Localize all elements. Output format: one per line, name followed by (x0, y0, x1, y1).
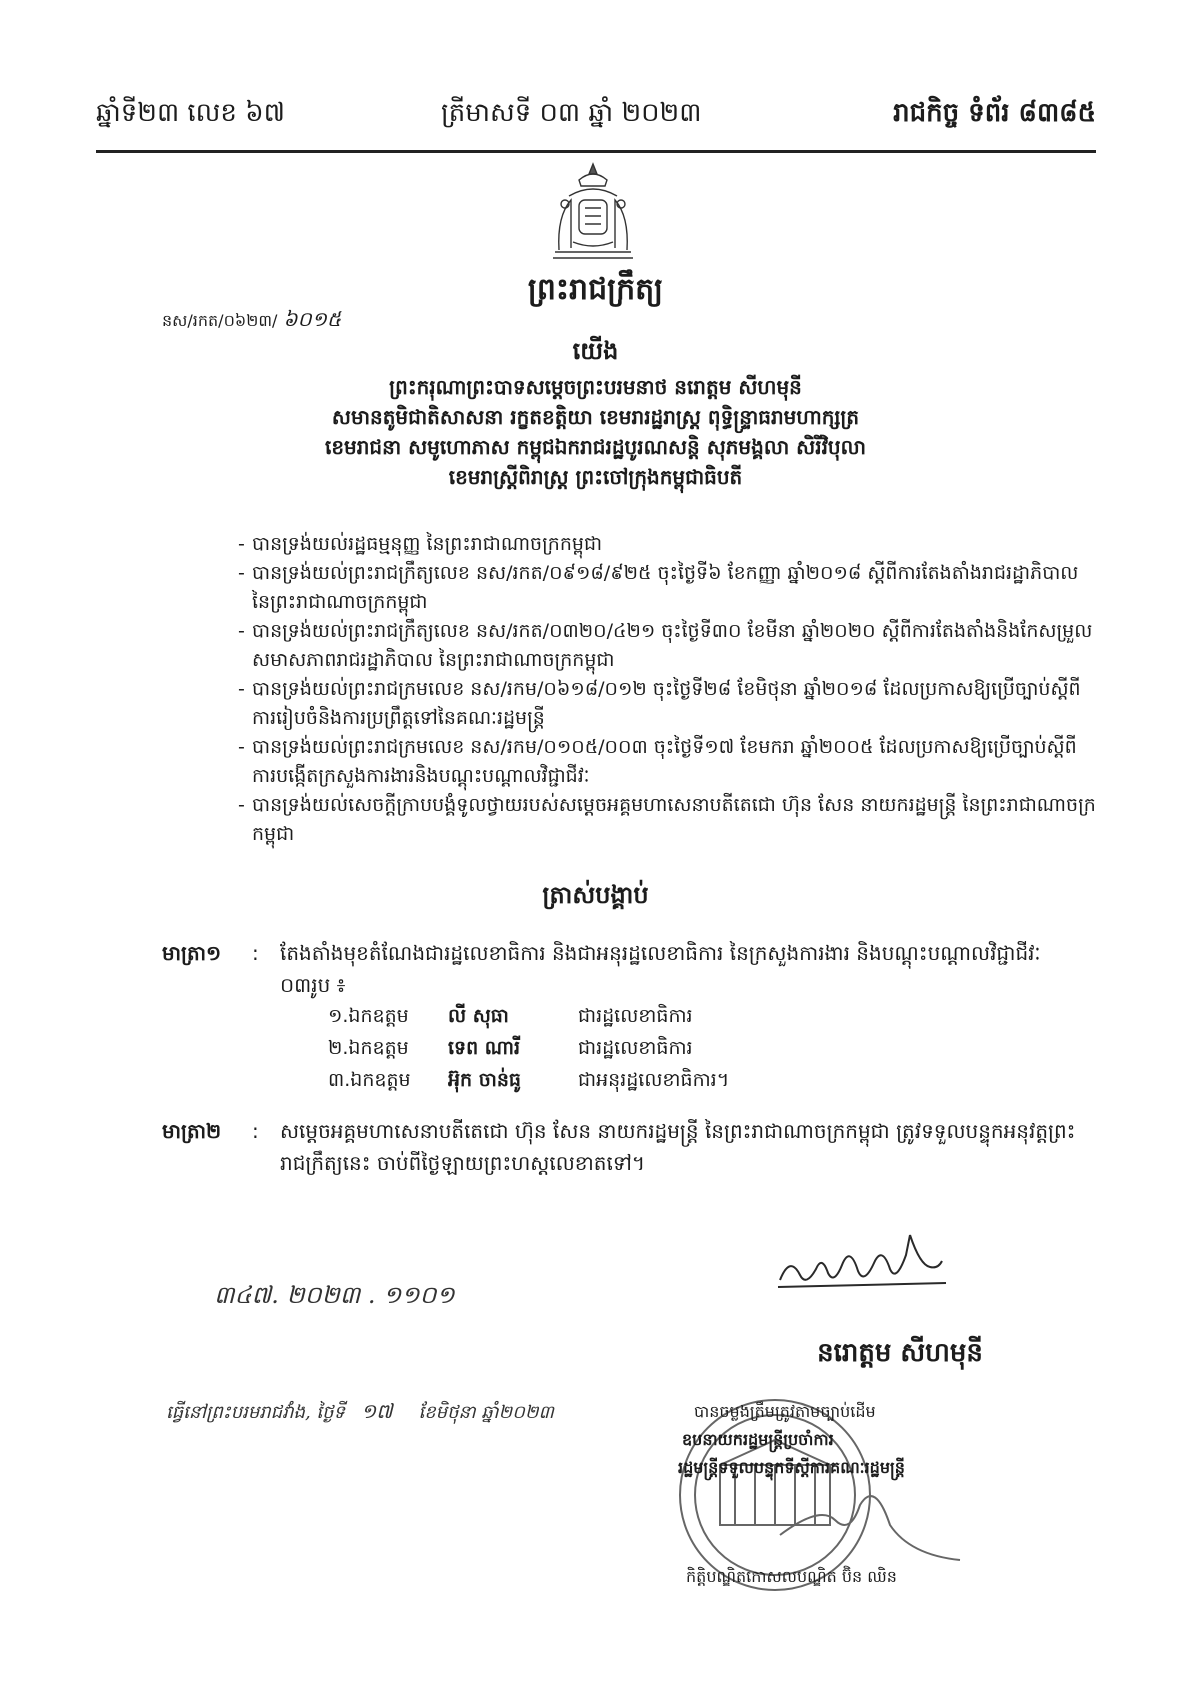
gazette-header (96, 96, 1096, 140)
article-1: មាត្រា១ : តែងតាំងមុខតំណែងជារដ្ឋលេខាធិការ និងជាអនុរដ្ឋលេខាធិការ នៃក្រសួងការងារ និងបណ្តុះបណ្តាលវិជ្ជាជីវៈ ០៣រូប ៖ (162, 937, 1092, 1001)
header-rule (96, 150, 1096, 153)
stamp-line: ឧបនាយករដ្ឋមន្ត្រីប្រចាំការ (682, 1430, 834, 1449)
appointee-name: អ៊ុក ចាន់ធូ (448, 1069, 521, 1091)
appointee-row (328, 1036, 828, 1068)
appointee-name: ទេព ណារី (448, 1037, 521, 1059)
header-page: រាជកិច្ច ទំព័រ ៨៣៨៥ (893, 98, 1096, 128)
stamp-line: បានចម្លងត្រឹមត្រូវតាមច្បាប់ដើម (694, 1402, 876, 1421)
article-label: មាត្រា២ (162, 1119, 222, 1143)
consideration-text: បានទ្រង់យល់ព្រះរាជក្រមលេខ នស/រកម/០១០៥/០០៣ ចុះថ្ងៃទី១៧ ខែមករា ឆ្នាំ២០០៥ ដែលប្រកាសឱ្យប្រើច្បាប់ស្តីពីការបង្កើតក្រសួងការងារនិងបណ្តុះបណ្តាលវិជ្ជាជីវៈ (252, 736, 1077, 787)
king-title-line: សមានតូមិជាតិសាសនា រក្ខតខត្តិយា ខេមរារដ្ឋរាស្ត្រ ពុទ្ធិន្ទ្រាធរាមហាក្សត្រ (331, 405, 860, 429)
place-date (166, 1398, 554, 1428)
appointee-row (328, 1004, 828, 1036)
list-item: - បានទ្រង់យល់ព្រះរាជក្រឹត្យលេខ នស/រកត/០៣២០/៤២១ ចុះថ្ងៃទី៣០ ខែមីនា ឆ្នាំ២០២០ ស្តីពីការតែងតាំងនិងកែសម្រួលសមាសភាពរាជរដ្ឋាភិបាល នៃព្រះរាជាណាចក្រកម្ពុជា (238, 617, 1098, 675)
appointee-name: លី សុធា (448, 1005, 509, 1027)
article-text: តែងតាំងមុខតំណែងជារដ្ឋលេខាធិការ និងជាអនុរដ្ឋលេខាធិការ នៃក្រសួងការងារ និងបណ្តុះបណ្តាលវិជ្ជាជីវៈ ០៣រូប ៖ (280, 941, 1041, 997)
appointee-list (328, 1004, 828, 1100)
article-label: មាត្រា១ (162, 941, 222, 965)
consideration-text: បានទ្រង់យល់សេចក្តីក្រាបបង្គំទូលថ្វាយរបស់សម្តេចអគ្គមហាសេនាបតីតេជោ ហ៊ុន សែន នាយករដ្ឋមន្ត្រី នៃព្រះរាជាណាចក្រកម្ពុជា (252, 794, 1096, 845)
signer-name: នរោត្តម សីហមុនី (817, 1338, 983, 1368)
considerations-list (238, 530, 1098, 849)
king-title-line: ព្រះករុណាព្រះបាទសម្តេចព្រះបរមនាថ នរោត្តម សីហមុនី (389, 375, 802, 399)
reference-number (162, 306, 341, 336)
appointee-role: ជារដ្ឋលេខាធិការ (578, 1005, 693, 1027)
appointee-role: ជារដ្ឋលេខាធិការ (578, 1037, 693, 1059)
list-item: - បានទ្រង់យល់ព្រះរាជក្រមលេខ នស/រកម/០១០៥/០០៣ ចុះថ្ងៃទី១៧ ខែមករា ឆ្នាំ២០០៥ ដែលប្រកាសឱ្យប្រើច្បាប់ស្តីពីការបង្កើតក្រសួងការងារនិងបណ្តុះបណ្តាលវិជ្ជាជីវៈ (238, 733, 1098, 791)
list-item: - បានទ្រង់យល់រដ្ឋធម្មនុញ្ញ នៃព្រះរាជាណាចក្រកម្ពុជា (238, 530, 1098, 559)
place-month-year: ខែមិថុនា ឆ្នាំ២០២៣ (418, 1402, 554, 1423)
king-titles (0, 372, 1191, 492)
consideration-text: បានទ្រង់យល់ព្រះរាជក្រមលេខ នស/រកម/០៦១៨/០១២ ចុះថ្ងៃទី២៨ ខែមិថុនា ឆ្នាំ២០១៨ ដែលប្រកាសឱ្យប្រើច្បាប់ស្តីពីការរៀបចំនិងការប្រព្រឹត្តទៅនៃគណៈរដ្ឋមន្ត្រី (252, 678, 1081, 729)
appointee-number: ៣.ឯកឧត្តម (328, 1069, 411, 1091)
appointee-number: ១.ឯកឧត្តម (328, 1005, 409, 1027)
consideration-text: បានទ្រង់យល់ព្រះរាជក្រឹត្យលេខ នស/រកត/០៩១៨/៩២៥ ចុះថ្ងៃទី៦ ខែកញ្ញា ឆ្នាំ២០១៨ ស្តីពីការតែងតាំងរាជរដ្ឋាភិបាល នៃព្រះរាជាណាចក្រកម្ពុជា (252, 562, 1079, 613)
document-title: ព្រះរាជក្រឹត្យ (527, 272, 664, 307)
handwritten-date: ៣៤៧. ២០២៣ . ១១០១ (214, 1281, 455, 1309)
header-quarter: ត្រីមាសទី ០៣ ឆ្នាំ ២០២៣ (441, 98, 702, 128)
consideration-text: បានទ្រង់យល់ព្រះរាជក្រឹត្យលេខ នស/រកត/០៣២០/៤២១ ចុះថ្ងៃទី៣០ ខែមីនា ឆ្នាំ២០២០ ស្តីពីការតែងតាំងនិងកែសម្រួលសមាសភាពរាជរដ្ឋាភិបាល នៃព្រះរាជាណាចក្រកម្ពុជា (252, 620, 1093, 671)
decree-heading: ត្រាស់បង្គាប់ (542, 881, 649, 909)
reference-handwritten: ៦០១៥ (283, 307, 342, 331)
stamp-line: រដ្ឋមន្ត្រីទទួលបន្ទុកទីស្តីការគណៈរដ្ឋមន្ត្រី (678, 1458, 905, 1477)
list-item: - បានទ្រង់យល់ព្រះរាជក្រឹត្យលេខ នស/រកត/០៩១៨/៩២៥ ចុះថ្ងៃទី៦ ខែកញ្ញា ឆ្នាំ២០១៨ ស្តីពីការតែងតាំងរាជរដ្ឋាភិបាល នៃព្រះរាជាណាចក្រកម្ពុជា (238, 559, 1098, 617)
appointee-role: ជាអនុរដ្ឋលេខាធិការ។ (578, 1069, 730, 1091)
place-day: ១៧ (360, 1399, 393, 1423)
header-issue: ឆ្នាំទី២៣ លេខ ៦៧ (96, 98, 285, 128)
article-2: មាត្រា២ : សម្តេចអគ្គមហាសេនាបតីតេជោ ហ៊ុន សែន នាយករដ្ឋមន្ត្រី នៃព្រះរាជាណាចក្រកម្ពុជា ត្រូវទទួលបន្ទុកអនុវត្តព្រះរាជក្រឹត្យនេះ ចាប់ពីថ្ងៃឡាយព្រះហស្តលេខាតទៅ។ (162, 1115, 1092, 1179)
appointee-number: ២.ឯកឧត្តម (328, 1037, 409, 1059)
royal-signature (770, 1225, 950, 1295)
article-text: សម្តេចអគ្គមហាសេនាបតីតេជោ ហ៊ុន សែន នាយករដ្ឋមន្ត្រី នៃព្រះរាជាណាចក្រកម្ពុជា ត្រូវទទួលបន្ទុកអនុវត្តព្រះរាជក្រឹត្យនេះ ចាប់ពីថ្ងៃឡាយព្រះហស្តលេខាតទៅ។ (280, 1119, 1076, 1175)
stamp-text (678, 1398, 1098, 1586)
list-item: - បានទ្រង់យល់ព្រះរាជក្រមលេខ នស/រកម/០៦១៨/០១២ ចុះថ្ងៃទី២៨ ខែមិថុនា ឆ្នាំ២០១៨ ដែលប្រកាសឱ្យប្រើច្បាប់ស្តីពីការរៀបចំនិងការប្រព្រឹត្តទៅនៃគណៈរដ្ឋមន្ត្រី (238, 675, 1098, 733)
we-heading: យើង (572, 337, 619, 365)
consideration-text: បានទ្រង់យល់រដ្ឋធម្មនុញ្ញ នៃព្រះរាជាណាចក្រកម្ពុជា (252, 533, 603, 555)
reference-printed: នស/រកត/០៦២៣/ (162, 311, 278, 330)
royal-emblem-icon (549, 160, 637, 264)
list-item: - បានទ្រង់យល់សេចក្តីក្រាបបង្គំទូលថ្វាយរបស់សម្តេចអគ្គមហាសេនាបតីតេជោ ហ៊ុន សែន នាយករដ្ឋមន្ត្រី នៃព្រះរាជាណាចក្រកម្ពុជា (238, 791, 1098, 849)
appointee-row (328, 1068, 828, 1100)
king-title-line: ខេមរាស្ត្រីពិរាស្ត្រ ព្រះចៅក្រុងកម្ពុជាធិបតី (448, 465, 743, 489)
stamp-line: កិត្តិបណ្ឌិតកោសលបណ្ឌិត ប៊ិន ឈិន (686, 1567, 897, 1586)
place-prefix: ធ្វើនៅព្រះបរមរាជវាំង, ថ្ងៃទី (166, 1402, 345, 1423)
king-title-line: ខេមរាជនា សមូហោភាស កម្ពុជឯករាជរដ្ឋបូរណសន្តិ សុភមង្គលា សិរីវិបុលា (324, 435, 867, 459)
